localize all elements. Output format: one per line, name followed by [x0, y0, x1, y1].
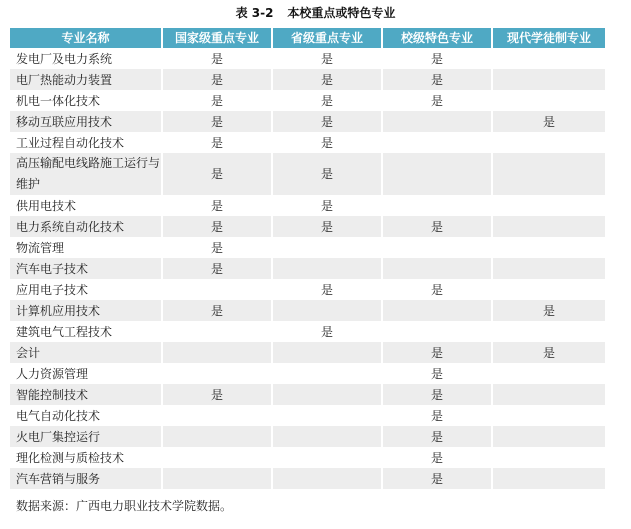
apprenticeship-cell	[492, 447, 605, 468]
table-row	[10, 195, 605, 216]
school-featured-cell: 是	[382, 216, 492, 237]
national-key-cell: 是	[162, 153, 272, 195]
major-name-cell: 理化检测与质检技术	[10, 447, 162, 468]
school-featured-cell	[382, 321, 492, 342]
apprenticeship-cell	[492, 132, 605, 153]
major-name-cell: 汽车电子技术	[10, 258, 162, 279]
national-key-cell	[162, 342, 272, 363]
school-featured-cell	[382, 111, 492, 132]
table-body	[10, 48, 605, 489]
table-row	[10, 216, 605, 237]
school-featured-cell: 是	[382, 363, 492, 384]
major-name-cell: 移动互联应用技术	[10, 111, 162, 132]
national-key-cell: 是	[162, 258, 272, 279]
table-row	[10, 132, 605, 153]
table-row	[10, 279, 605, 300]
provincial-key-cell	[272, 363, 382, 384]
apprenticeship-cell	[492, 237, 605, 258]
provincial-key-cell: 是	[272, 90, 382, 111]
school-featured-cell: 是	[382, 384, 492, 405]
provincial-key-cell	[272, 258, 382, 279]
school-featured-cell	[382, 237, 492, 258]
provincial-key-cell	[272, 468, 382, 489]
major-name-cell: 人力资源管理	[10, 363, 162, 384]
school-featured-cell: 是	[382, 90, 492, 111]
school-featured-cell: 是	[382, 342, 492, 363]
header-provincial-key: 省级重点专业	[272, 28, 382, 48]
apprenticeship-cell	[492, 195, 605, 216]
major-name-cell: 供用电技术	[10, 195, 162, 216]
major-name-cell: 汽车营销与服务	[10, 468, 162, 489]
table-number: 表 3-2	[235, 6, 274, 20]
national-key-cell: 是	[162, 132, 272, 153]
school-featured-cell: 是	[382, 447, 492, 468]
provincial-key-cell: 是	[272, 195, 382, 216]
apprenticeship-cell	[492, 279, 605, 300]
national-key-cell	[162, 468, 272, 489]
apprenticeship-cell	[492, 426, 605, 447]
national-key-cell: 是	[162, 69, 272, 90]
provincial-key-cell	[272, 342, 382, 363]
major-name-cell: 计算机应用技术	[10, 300, 162, 321]
provincial-key-cell: 是	[272, 279, 382, 300]
apprenticeship-cell	[492, 69, 605, 90]
school-featured-cell	[382, 132, 492, 153]
national-key-cell	[162, 405, 272, 426]
major-name-cell: 建筑电气工程技术	[10, 321, 162, 342]
major-name-cell: 发电厂及电力系统	[10, 48, 162, 69]
major-name-cell: 高压输配电线路施工运行与维护	[10, 153, 162, 195]
table-row	[10, 363, 605, 384]
provincial-key-cell	[272, 237, 382, 258]
school-featured-cell: 是	[382, 405, 492, 426]
provincial-key-cell	[272, 447, 382, 468]
major-name-cell: 工业过程自动化技术	[10, 132, 162, 153]
national-key-cell: 是	[162, 384, 272, 405]
provincial-key-cell	[272, 384, 382, 405]
apprenticeship-cell	[492, 405, 605, 426]
school-featured-cell	[382, 258, 492, 279]
apprenticeship-cell	[492, 153, 605, 195]
apprenticeship-cell: 是	[492, 342, 605, 363]
major-name-cell: 物流管理	[10, 237, 162, 258]
provincial-key-cell: 是	[272, 111, 382, 132]
table-row	[10, 405, 605, 426]
table-row	[10, 237, 605, 258]
table-caption	[0, 4, 631, 22]
provincial-key-cell	[272, 300, 382, 321]
header-national-key: 国家级重点专业	[162, 28, 272, 48]
national-key-cell: 是	[162, 48, 272, 69]
provincial-key-cell: 是	[272, 321, 382, 342]
table-row	[10, 111, 605, 132]
national-key-cell	[162, 321, 272, 342]
school-featured-cell	[382, 300, 492, 321]
provincial-key-cell: 是	[272, 69, 382, 90]
provincial-key-cell: 是	[272, 132, 382, 153]
national-key-cell: 是	[162, 195, 272, 216]
provincial-key-cell	[272, 405, 382, 426]
national-key-cell	[162, 363, 272, 384]
school-featured-cell: 是	[382, 279, 492, 300]
apprenticeship-cell	[492, 363, 605, 384]
table-row	[10, 69, 605, 90]
apprenticeship-cell	[492, 468, 605, 489]
apprenticeship-cell	[492, 90, 605, 111]
key-majors-table	[10, 28, 605, 489]
national-key-cell: 是	[162, 90, 272, 111]
table-row	[10, 447, 605, 468]
school-featured-cell: 是	[382, 468, 492, 489]
school-featured-cell: 是	[382, 69, 492, 90]
national-key-cell	[162, 426, 272, 447]
apprenticeship-cell	[492, 258, 605, 279]
table-row	[10, 342, 605, 363]
apprenticeship-cell	[492, 216, 605, 237]
provincial-key-cell: 是	[272, 216, 382, 237]
table-row	[10, 426, 605, 447]
table-row	[10, 258, 605, 279]
school-featured-cell	[382, 153, 492, 195]
table-row	[10, 321, 605, 342]
major-name-cell: 机电一体化技术	[10, 90, 162, 111]
apprenticeship-cell	[492, 384, 605, 405]
national-key-cell: 是	[162, 300, 272, 321]
major-name-cell: 火电厂集控运行	[10, 426, 162, 447]
national-key-cell	[162, 279, 272, 300]
table-header	[10, 28, 605, 48]
header-school-featured: 校级特色专业	[382, 28, 492, 48]
table-title: 本校重点或特色专业	[287, 6, 396, 20]
source-note: 数据来源：广西电力职业技术学院数据。	[16, 499, 233, 513]
table-row	[10, 300, 605, 321]
table-row	[10, 48, 605, 69]
national-key-cell	[162, 447, 272, 468]
apprenticeship-cell	[492, 48, 605, 69]
major-name-cell: 电厂热能动力装置	[10, 69, 162, 90]
major-name-cell: 应用电子技术	[10, 279, 162, 300]
major-name-cell: 智能控制技术	[10, 384, 162, 405]
table-row	[10, 468, 605, 489]
provincial-key-cell: 是	[272, 48, 382, 69]
provincial-key-cell	[272, 426, 382, 447]
table-row	[10, 153, 605, 195]
provincial-key-cell: 是	[272, 153, 382, 195]
national-key-cell: 是	[162, 111, 272, 132]
header-major-name: 专业名称	[10, 28, 162, 48]
major-name-cell: 会计	[10, 342, 162, 363]
header-apprenticeship: 现代学徒制专业	[492, 28, 605, 48]
national-key-cell: 是	[162, 237, 272, 258]
header-row	[10, 28, 605, 48]
table-row	[10, 90, 605, 111]
school-featured-cell: 是	[382, 426, 492, 447]
major-name-cell: 电气自动化技术	[10, 405, 162, 426]
apprenticeship-cell: 是	[492, 111, 605, 132]
school-featured-cell	[382, 195, 492, 216]
national-key-cell: 是	[162, 216, 272, 237]
school-featured-cell: 是	[382, 48, 492, 69]
table-row	[10, 384, 605, 405]
apprenticeship-cell: 是	[492, 300, 605, 321]
apprenticeship-cell	[492, 321, 605, 342]
major-name-cell: 电力系统自动化技术	[10, 216, 162, 237]
